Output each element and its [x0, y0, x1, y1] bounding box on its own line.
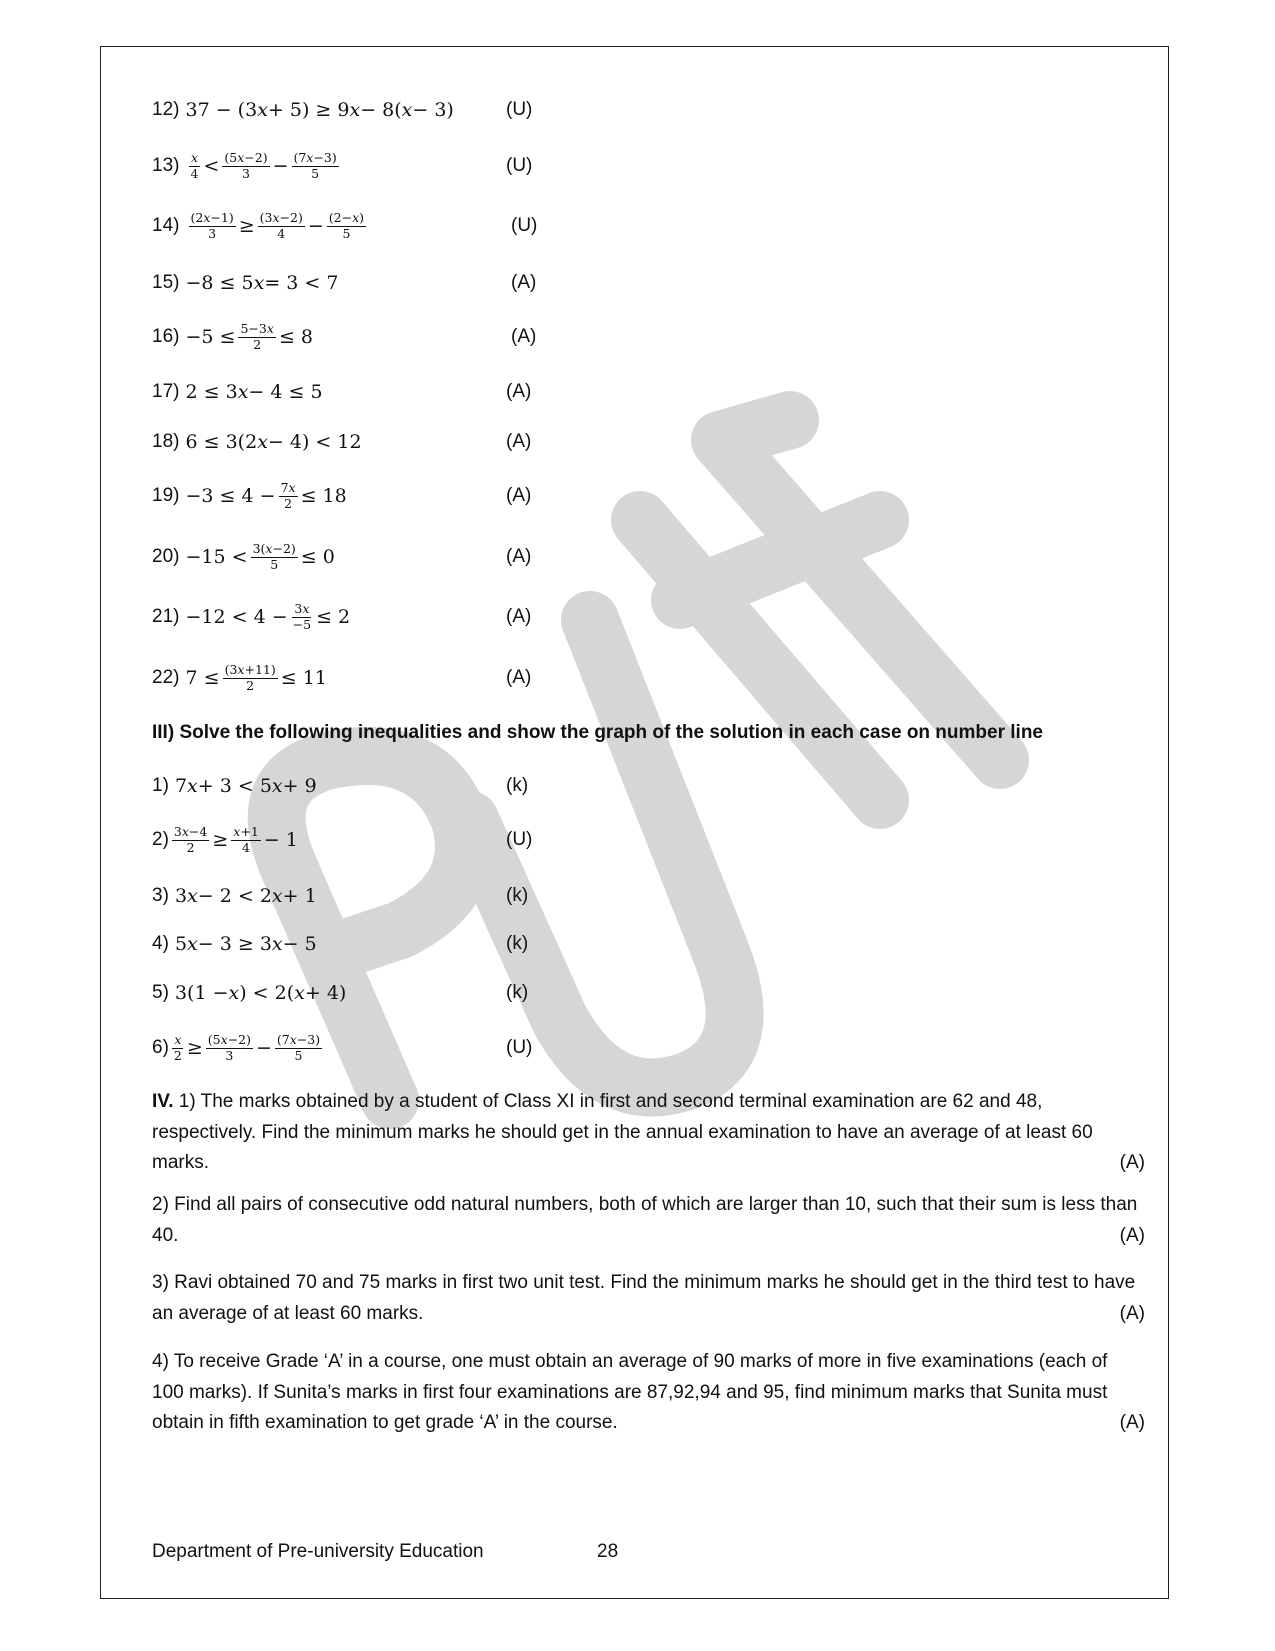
- question-number: 4): [152, 933, 169, 954]
- question-21: [152, 597, 350, 637]
- inequality: $\frac{3x-4}{2}$ ≥ $\frac{x+1}{4}$ − 1: [173, 824, 298, 855]
- question-17: [152, 372, 323, 412]
- question-number: 13): [152, 155, 180, 176]
- difficulty-level: (U): [506, 1037, 533, 1058]
- difficulty-level: (A): [506, 485, 532, 506]
- difficulty-level: (U): [506, 829, 533, 850]
- question-III-2: [152, 820, 298, 860]
- question-number: 2): [152, 829, 169, 850]
- problem-text: 4) To receive Grade ‘A’ in a course, one must obtain an average of 90 marks of more in five examinations (each of 100 marks). If Sunita’s marks in first four examinations are 87,92,94 and 95, find minimum marks that Sunita must obtain in fifth examination to get grade ‘A’ in the course.: [152, 1351, 1108, 1433]
- inequality: $\frac{x}{2}$ ≥ $\frac{(5x-2)}{3}$ − $\frac{(7x-3)}{5}$: [173, 1032, 321, 1063]
- section-label: IV.: [152, 1091, 174, 1112]
- difficulty-level: (A): [1119, 1412, 1145, 1433]
- difficulty-level: (U): [506, 155, 533, 176]
- difficulty-level: (U): [511, 215, 538, 236]
- question-number: 5): [152, 982, 169, 1003]
- inequality: −12 < 4 − $\frac{3x}{-5}$ ≤ 2: [179, 601, 351, 632]
- word-problem-2: [152, 1190, 1145, 1251]
- word-problem-3: [152, 1268, 1145, 1329]
- question-number: 16): [152, 326, 180, 347]
- difficulty-level: (A): [506, 667, 532, 688]
- question-13: [152, 146, 342, 186]
- problem-text: 2) Find all pairs of consecutive odd natural numbers, both of which are larger than 10, such that their sum is less than 40.: [152, 1194, 1138, 1246]
- question-number: 19): [152, 485, 180, 506]
- question-number: 21): [152, 606, 180, 627]
- question-number: 12): [152, 99, 180, 120]
- question-16: [152, 317, 313, 357]
- inequality: 5 x − 3 ≥ 3 x − 5: [168, 933, 317, 955]
- page-number: 28: [597, 1541, 619, 1562]
- inequality: 7 x + 3 < 5 x + 9: [168, 775, 317, 797]
- question-number: 1): [152, 775, 169, 796]
- question-20: [152, 537, 335, 577]
- inequality: 2 ≤ 3 x − 4 ≤ 5: [179, 381, 323, 403]
- difficulty-level: (k): [506, 933, 529, 954]
- question-III-1: [152, 766, 317, 806]
- question-III-6: [152, 1028, 325, 1068]
- question-12: [152, 90, 454, 130]
- footer-department: Department of Pre-university Education: [152, 1541, 484, 1562]
- inequality: −5 ≤ $\frac{5-3x}{2}$ ≤ 8: [179, 321, 313, 352]
- inequality: −8 ≤ 5 x = 3 < 7: [179, 272, 339, 294]
- difficulty-level: (A): [506, 606, 532, 627]
- inequality: −15 < $\frac{3(x-2)}{5}$ ≤ 0: [179, 541, 335, 572]
- question-number: 6): [152, 1037, 169, 1058]
- difficulty-level: (k): [506, 982, 529, 1003]
- inequality: $\frac{x}{4}$ < $\frac{(5x-2)}{3}$ − $\frac{(7x-3)}{5}$: [190, 150, 337, 181]
- inequality: 37 − (3 x + 5) ≥ 9 x − 8( x − 3): [179, 99, 454, 121]
- question-number: 3): [152, 885, 169, 906]
- inequality: 3(1 − x ) < 2( x + 4): [168, 982, 347, 1004]
- difficulty-level: (k): [506, 775, 529, 796]
- question-III-5: [152, 973, 346, 1013]
- inequality: 3 x − 2 < 2 x + 1: [168, 885, 317, 907]
- word-problem-1: [152, 1087, 1145, 1179]
- problem-text: 3) Ravi obtained 70 and 75 marks in first two unit test. Find the minimum marks he should get in the third test to have an average of at least 60 marks.: [152, 1272, 1136, 1324]
- question-number: 22): [152, 667, 180, 688]
- question-14: [152, 206, 369, 246]
- difficulty-level: (A): [511, 326, 537, 347]
- question-22: [152, 658, 327, 698]
- inequality: 7 ≤ $\frac{(3x+11)}{2}$ ≤ 11: [179, 662, 327, 693]
- question-number: 20): [152, 546, 180, 567]
- question-number: 17): [152, 381, 180, 402]
- difficulty-level: (A): [506, 431, 532, 452]
- difficulty-level: (k): [506, 885, 529, 906]
- word-problem-4: [152, 1347, 1145, 1439]
- question-18: [152, 422, 362, 462]
- difficulty-level: (A): [1119, 1224, 1145, 1246]
- question-III-4: [152, 924, 317, 964]
- difficulty-level: (A): [506, 546, 532, 567]
- section-heading: III) Solve the following inequalities and show the graph of the solution in each case on number line: [152, 722, 1043, 743]
- difficulty-level: (A): [1119, 1152, 1145, 1173]
- inequality: $\frac{(2x-1)}{3}$ ≥ $\frac{(3x-2)}{4}$ − $\frac{(2-x)}{5}$: [190, 210, 365, 241]
- question-III-3: [152, 876, 317, 916]
- question-number: 15): [152, 272, 180, 293]
- question-number: 18): [152, 431, 180, 452]
- question-19: [152, 476, 347, 516]
- problem-text: 1) The marks obtained by a student of Class XI in first and second terminal examination are 62 and 48, respectively. Find the minimum marks he should get in the annual examination to have an average of at least 60 marks.: [152, 1091, 1093, 1173]
- inequality: −3 ≤ 4 − $\frac{7x}{2}$ ≤ 18: [179, 480, 347, 511]
- difficulty-level: (A): [511, 272, 537, 293]
- difficulty-level: (A): [506, 381, 532, 402]
- inequality: 6 ≤ 3(2 x − 4) < 12: [179, 431, 362, 453]
- difficulty-level: (A): [1119, 1302, 1145, 1324]
- difficulty-level: (U): [506, 99, 533, 120]
- question-15: [152, 263, 338, 303]
- question-number: 14): [152, 215, 180, 236]
